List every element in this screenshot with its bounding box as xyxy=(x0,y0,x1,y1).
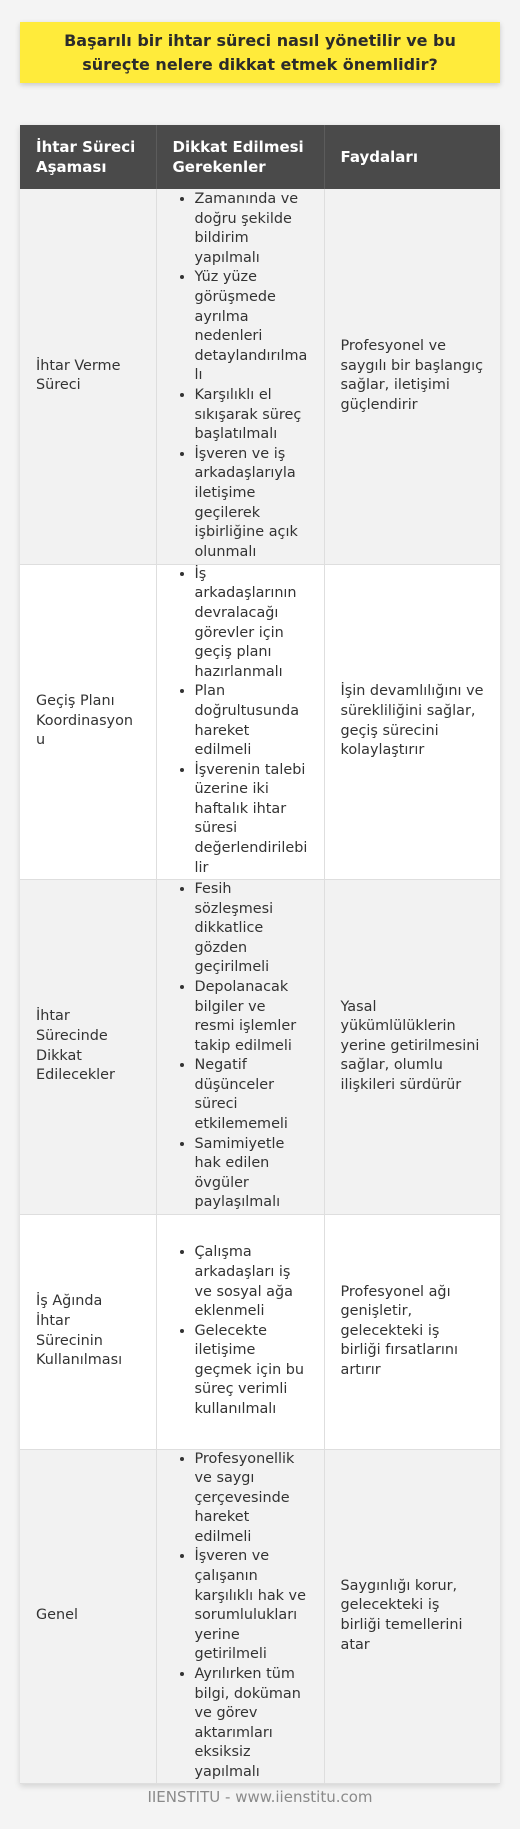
points-cell xyxy=(156,189,324,564)
list-item: • Negatif düşünceler süreci etkilememeli xyxy=(195,1056,308,1134)
list-item: • Zamanında ve doğru şekilde bildirim yapılmalı xyxy=(195,190,308,268)
list-item: • Samimiyetle hak edilen övgüler paylaşılmalı xyxy=(195,1135,308,1213)
table-row xyxy=(20,1214,500,1449)
stage-cell: İhtar Sürecinde Dikkat Edilecekler xyxy=(20,879,156,1214)
table-row xyxy=(20,1449,500,1783)
list-item: • Depolanacak bilgiler ve resmi işlemler takip edilmeli xyxy=(195,978,308,1056)
stage-cell: İhtar Verme Süreci xyxy=(20,189,156,564)
header-points: Dikkat Edilmesi Gerekenler xyxy=(156,125,324,189)
footer-credit: IIENSTITU - www.iienstitu.com xyxy=(147,1788,373,1806)
benefit-cell: İşin devamlılığını ve sürekliliğini sağlar, geçiş sürecini kolaylaştırır xyxy=(324,564,500,879)
list-item: • Karşılıklı el sıkışarak süreç başlatılmalı xyxy=(195,386,308,445)
benefit-cell: Profesyonel ve saygılı bir başlangıç sağlar, iletişimi güçlendirir xyxy=(324,189,500,564)
list-item: • İşverenin talebi üzerine iki haftalık ihtar süresi değerlendirilebilir xyxy=(195,761,308,879)
stage-cell: Geçiş Planı Koordinasyonu xyxy=(20,564,156,879)
list-item: • Gelecekte iletişime geçmek için bu süreç verimli kullanılmalı xyxy=(195,1322,308,1420)
benefit-cell: Saygınlığı korur, gelecekteki iş birliği temellerini atar xyxy=(324,1449,500,1783)
points-list xyxy=(173,190,308,562)
points-cell xyxy=(156,1214,324,1449)
header-benefits: Faydaları xyxy=(324,125,500,189)
list-item: • Ayrılırken tüm bilgi, doküman ve görev aktarımları eksiksiz yapılmalı xyxy=(195,1665,308,1783)
list-item: • İşveren ve iş arkadaşlarıyla iletişime geçilerek işbirliğine açık olunmalı xyxy=(195,445,308,563)
stage-cell: Genel xyxy=(20,1449,156,1783)
list-item: • Plan doğrultusunda hareket edilmeli xyxy=(195,682,308,760)
benefit-cell: Yasal yükümlülüklerin yerine getirilmesini sağlar, olumlu ilişkileri sürdürür xyxy=(324,879,500,1214)
points-list xyxy=(173,1450,308,1783)
points-cell xyxy=(156,879,324,1214)
points-list xyxy=(173,880,308,1213)
stage-cell: İş Ağında İhtar Sürecinin Kullanılması xyxy=(20,1214,156,1449)
list-item: • İşveren ve çalışanın karşılıklı hak ve sorumlulukları yerine getirilmeli xyxy=(195,1547,308,1665)
list-item: • Fesih sözleşmesi dikkatlice gözden geçirilmeli xyxy=(195,880,308,978)
table-row xyxy=(20,879,500,1214)
list-item: • Profesyonellik ve saygı çerçevesinde hareket edilmeli xyxy=(195,1450,308,1548)
points-list xyxy=(173,1243,308,1419)
points-list xyxy=(173,565,308,879)
ihtar-table xyxy=(20,125,500,1784)
title-banner xyxy=(20,22,500,83)
page-title: Başarılı bir ihtar süreci nasıl yönetilir ve bu süreçte nelere dikkat etmek önemlidir? xyxy=(64,30,456,74)
table-row xyxy=(20,189,500,564)
header-stage: İhtar Süreci Aşaması xyxy=(20,125,156,189)
benefit-cell: Profesyonel ağı genişletir, gelecekteki iş birliği fırsatlarını artırır xyxy=(324,1214,500,1449)
table-row xyxy=(20,564,500,879)
table-header-row xyxy=(20,125,500,189)
list-item: • İş arkadaşlarının devralacağı görevler için geçiş planı hazırlanmalı xyxy=(195,565,308,683)
points-cell xyxy=(156,1449,324,1783)
points-cell xyxy=(156,564,324,879)
list-item: • Yüz yüze görüşmede ayrılma nedenleri detaylandırılmalı xyxy=(195,268,308,386)
list-item: • Çalışma arkadaşları iş ve sosyal ağa eklenmeli xyxy=(195,1243,308,1321)
